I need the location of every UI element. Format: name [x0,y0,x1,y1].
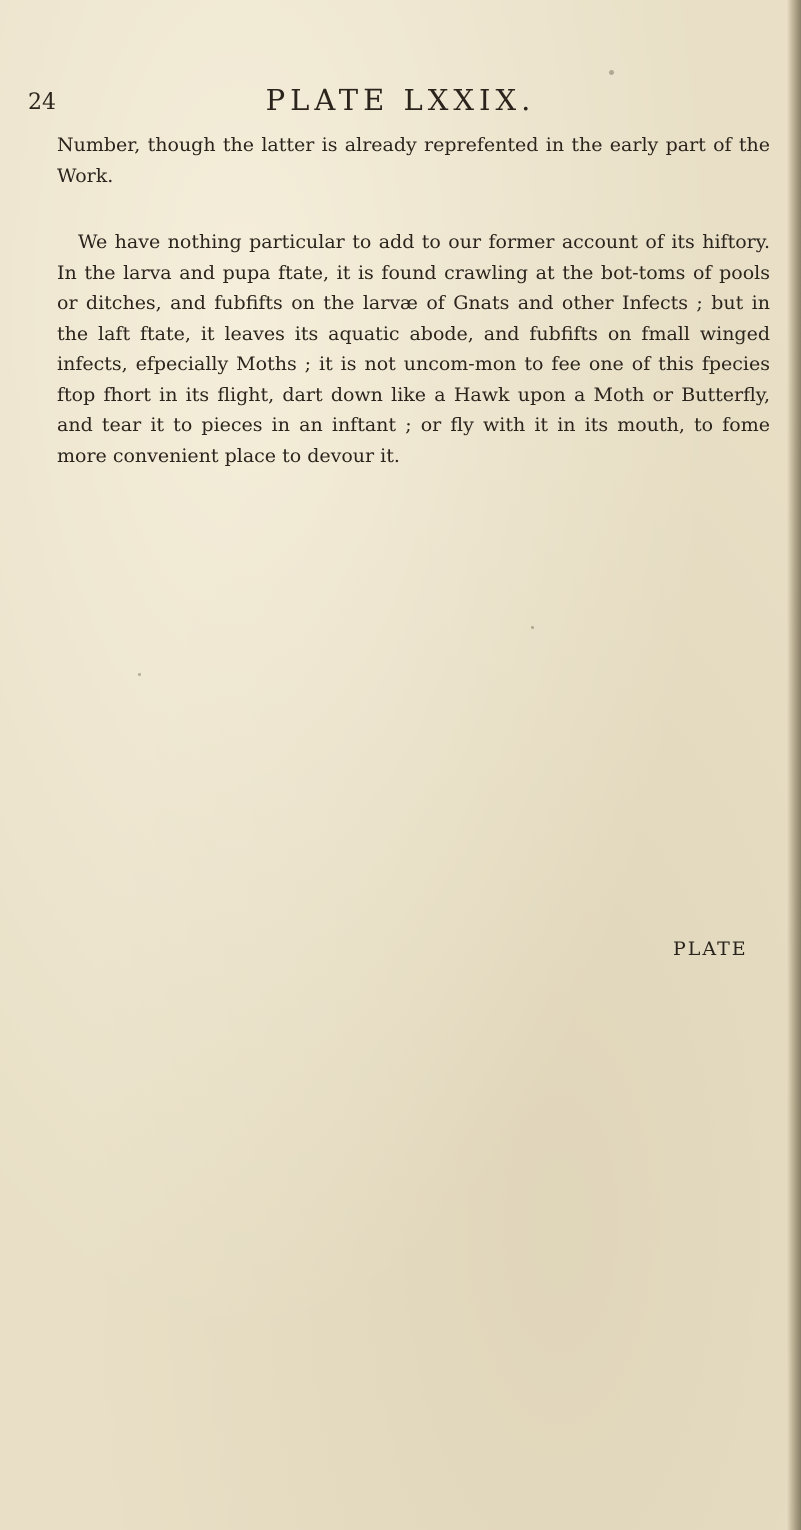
page-number: 24 [28,90,56,115]
paragraph: Number, though the latter is already reprefented in the early part of the Work. [57,134,770,187]
ink-speck [531,626,534,629]
ink-speck [609,70,614,75]
catchword: PLATE [673,938,748,960]
paragraph: We have nothing particular to add to our former account of its hiftory. In the larva and pupa ftate, it is found crawling at the bot-toms of pools or ditches, and fubfifts on the larvæ of Gnats and other Infects ; but in the laft ftate, it leaves its aquatic abode, and fubfifts on fmall winged infects, efpecially Moths ; it is not uncom-mon to fee one of this fpecies ftop fhort in its flight, dart down like a Hawk upon a Moth or Butterfly, and tear it to pieces in an inftant ; or fly with it in its mouth, to fome more convenient place to devour it. [57,231,770,467]
page-edge-shadow [787,0,801,1530]
running-head: PLATE LXXIX. [265,83,536,117]
ink-speck [138,673,141,676]
